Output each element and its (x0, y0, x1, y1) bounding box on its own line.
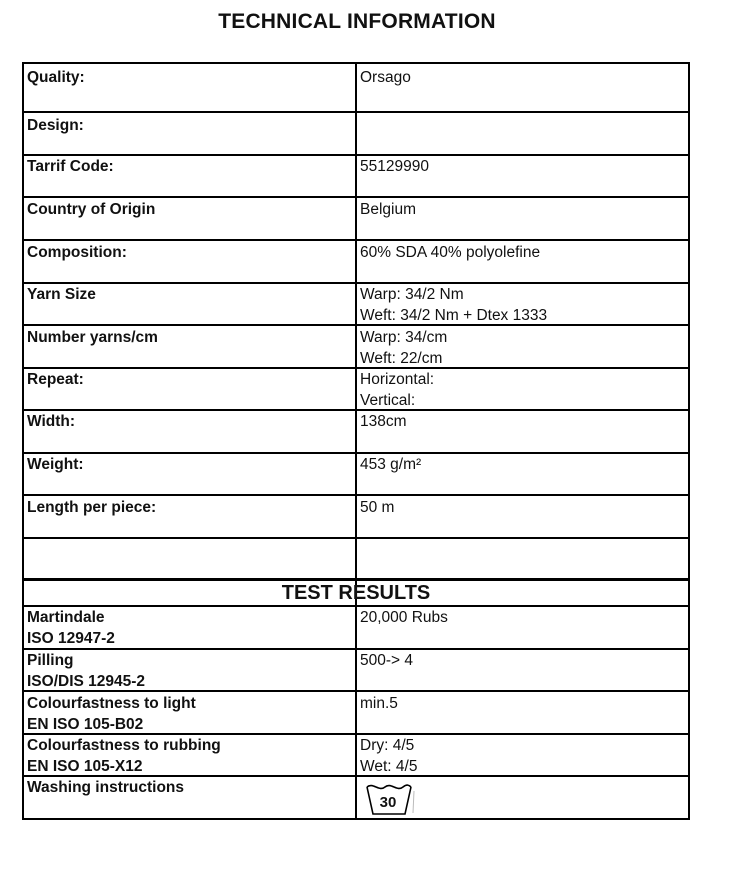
repeat-value: Horizontal: Vertical: (360, 371, 435, 409)
width-value: 138cm (360, 413, 407, 430)
row-rule (22, 537, 690, 539)
page-title: TECHNICAL INFORMATION (218, 10, 496, 33)
pilling-value: 500-> 4 (360, 652, 414, 669)
width-label: Width: (27, 413, 76, 430)
martindale-value: 20,000 Rubs (360, 609, 448, 626)
row-rule (22, 111, 690, 113)
colourfastness-rubbing-value: Dry: 4/5 Wet: 4/5 (360, 737, 418, 775)
row-rule (22, 605, 690, 607)
repeat-label: Repeat: (27, 371, 84, 388)
colourfastness-rubbing-label: Colourfastness to rubbing EN ISO 105-X12 (27, 737, 221, 775)
country-of-origin-value: Belgium (360, 201, 416, 218)
weight-value: 453 g/m² (360, 456, 422, 473)
wash-tub-icon (366, 783, 416, 817)
tariff-code-value: 55129990 (360, 158, 429, 175)
composition-label: Composition: (27, 244, 127, 261)
martindale-label: Martindale ISO 12947-2 (27, 609, 115, 647)
row-rule (22, 367, 690, 369)
length-per-piece-value: 50 m (360, 499, 395, 516)
row-rule (22, 324, 690, 326)
row-rule (22, 62, 690, 64)
row-rule (22, 239, 690, 241)
test-results-heading: TEST RESULTS (281, 582, 431, 604)
right-border (688, 62, 690, 820)
yarn-size-value: Warp: 34/2 Nm Weft: 34/2 Nm + Dtex 1333 (360, 286, 548, 324)
row-rule (22, 452, 690, 454)
tariff-code-label: Tarrif Code: (27, 158, 114, 175)
number-yarns-value: Warp: 34/cm Weft: 22/cm (360, 329, 448, 367)
weight-label: Weight: (27, 456, 84, 473)
row-rule (22, 154, 690, 156)
quality-value: Orsago (360, 69, 411, 86)
row-rule (22, 196, 690, 198)
quality-label: Quality: (27, 69, 85, 86)
row-rule (22, 409, 690, 411)
row-rule (22, 282, 690, 284)
colourfastness-light-value: min.5 (360, 695, 398, 712)
number-yarns-label: Number yarns/cm (27, 329, 158, 346)
left-border (22, 62, 24, 820)
length-per-piece-label: Length per piece: (27, 499, 157, 516)
column-divider (355, 62, 357, 820)
row-rule (22, 494, 690, 496)
colourfastness-light-label: Colourfastness to light EN ISO 105-B02 (27, 695, 196, 733)
yarn-size-label: Yarn Size (27, 286, 96, 303)
composition-value: 60% SDA 40% polyolefine (360, 244, 541, 261)
technical-sheet-table (22, 62, 690, 820)
pilling-label: Pilling ISO/DIS 12945-2 (27, 652, 146, 690)
country-of-origin-label: Country of Origin (27, 201, 156, 218)
row-rule (22, 818, 690, 820)
wash-temperature: 30 (379, 794, 397, 811)
washing-instructions-label: Washing instructions (27, 779, 185, 796)
design-label: Design: (27, 117, 84, 134)
